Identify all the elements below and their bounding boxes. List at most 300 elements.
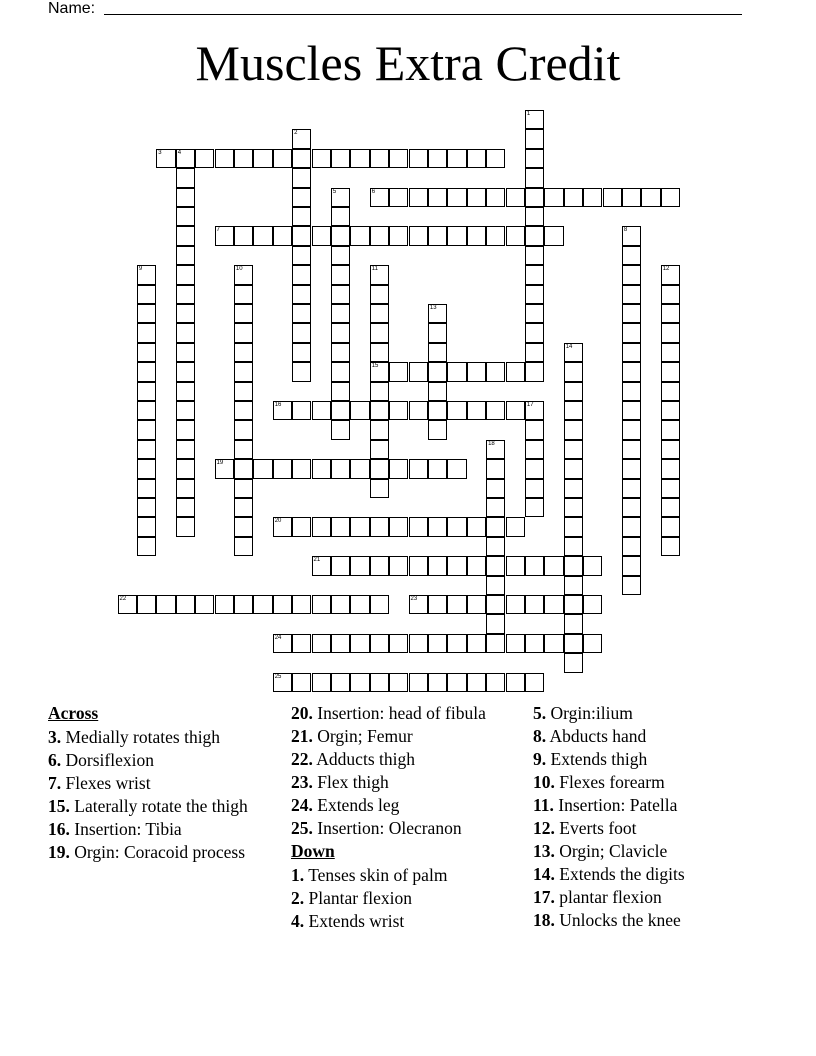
grid-cell[interactable] [447, 556, 466, 575]
grid-cell[interactable] [467, 226, 486, 245]
grid-cell[interactable] [331, 595, 350, 614]
grid-cell[interactable] [564, 343, 583, 362]
grid-cell[interactable] [583, 595, 602, 614]
grid-cell[interactable] [215, 149, 234, 168]
grid-cell[interactable] [486, 537, 505, 556]
grid-cell[interactable] [292, 207, 311, 226]
grid-cell[interactable] [525, 304, 544, 323]
grid-cell[interactable] [370, 343, 389, 362]
grid-cell[interactable] [525, 265, 544, 284]
grid-cell[interactable] [137, 498, 156, 517]
grid-cell[interactable] [389, 634, 408, 653]
grid-cell[interactable] [486, 226, 505, 245]
grid-cell[interactable] [370, 362, 389, 381]
grid-cell[interactable] [137, 479, 156, 498]
grid-cell[interactable] [661, 440, 680, 459]
grid-cell[interactable] [331, 226, 350, 245]
grid-cell[interactable] [544, 226, 563, 245]
grid-cell[interactable] [622, 498, 641, 517]
grid-cell[interactable] [176, 420, 195, 439]
grid-cell[interactable] [292, 517, 311, 536]
grid-cell[interactable] [331, 459, 350, 478]
grid-cell[interactable] [467, 556, 486, 575]
grid-cell[interactable] [622, 420, 641, 439]
grid-cell[interactable] [428, 343, 447, 362]
grid-cell[interactable] [195, 149, 214, 168]
grid-cell[interactable] [370, 556, 389, 575]
grid-cell[interactable] [331, 634, 350, 653]
grid-cell[interactable] [661, 401, 680, 420]
grid-cell[interactable] [176, 459, 195, 478]
grid-cell[interactable] [564, 382, 583, 401]
grid-cell[interactable] [176, 188, 195, 207]
grid-cell[interactable] [525, 595, 544, 614]
grid-cell[interactable] [370, 634, 389, 653]
grid-cell[interactable] [641, 188, 660, 207]
grid-cell[interactable] [176, 479, 195, 498]
grid-cell[interactable] [370, 382, 389, 401]
grid-cell[interactable] [428, 420, 447, 439]
grid-cell[interactable] [370, 149, 389, 168]
grid-cell[interactable] [350, 149, 369, 168]
grid-cell[interactable] [467, 673, 486, 692]
grid-cell[interactable] [331, 362, 350, 381]
grid-cell[interactable] [253, 149, 272, 168]
grid-cell[interactable] [370, 285, 389, 304]
grid-cell[interactable] [370, 440, 389, 459]
grid-cell[interactable] [312, 401, 331, 420]
grid-cell[interactable] [447, 362, 466, 381]
grid-cell[interactable] [292, 343, 311, 362]
grid-cell[interactable] [389, 226, 408, 245]
grid-cell[interactable] [447, 226, 466, 245]
grid-cell[interactable] [486, 517, 505, 536]
grid-cell[interactable] [234, 537, 253, 556]
grid-cell[interactable] [370, 595, 389, 614]
grid-cell[interactable] [331, 556, 350, 575]
grid-cell[interactable] [486, 576, 505, 595]
grid-cell[interactable] [622, 304, 641, 323]
grid-cell[interactable] [292, 634, 311, 653]
grid-cell[interactable] [661, 517, 680, 536]
grid-cell[interactable] [661, 285, 680, 304]
grid-cell[interactable] [292, 188, 311, 207]
grid-cell[interactable] [292, 149, 311, 168]
grid-cell[interactable] [564, 362, 583, 381]
grid-cell[interactable] [428, 673, 447, 692]
grid-cell[interactable] [370, 304, 389, 323]
grid-cell[interactable] [409, 595, 428, 614]
grid-cell[interactable] [447, 188, 466, 207]
grid-cell[interactable] [234, 517, 253, 536]
grid-cell[interactable] [525, 440, 544, 459]
grid-cell[interactable] [331, 517, 350, 536]
grid-cell[interactable] [350, 517, 369, 536]
grid-cell[interactable] [292, 673, 311, 692]
grid-cell[interactable] [622, 226, 641, 245]
grid-cell[interactable] [467, 149, 486, 168]
grid-cell[interactable] [292, 168, 311, 187]
grid-cell[interactable] [661, 188, 680, 207]
grid-cell[interactable] [234, 498, 253, 517]
grid-cell[interactable] [409, 556, 428, 575]
grid-cell[interactable] [176, 362, 195, 381]
grid-cell[interactable] [661, 323, 680, 342]
grid-cell[interactable] [447, 149, 466, 168]
grid-cell[interactable] [409, 401, 428, 420]
grid-cell[interactable] [661, 537, 680, 556]
grid-cell[interactable] [234, 149, 253, 168]
grid-cell[interactable] [350, 401, 369, 420]
grid-cell[interactable] [622, 459, 641, 478]
grid-cell[interactable] [312, 634, 331, 653]
grid-cell[interactable] [176, 149, 195, 168]
grid-cell[interactable] [156, 149, 175, 168]
grid-cell[interactable] [273, 401, 292, 420]
grid-cell[interactable] [389, 556, 408, 575]
grid-cell[interactable] [370, 265, 389, 284]
grid-cell[interactable] [661, 382, 680, 401]
grid-cell[interactable] [603, 188, 622, 207]
grid-cell[interactable] [506, 517, 525, 536]
grid-cell[interactable] [370, 226, 389, 245]
grid-cell[interactable] [506, 634, 525, 653]
grid-cell[interactable] [273, 634, 292, 653]
grid-cell[interactable] [350, 459, 369, 478]
grid-cell[interactable] [350, 556, 369, 575]
grid-cell[interactable] [428, 382, 447, 401]
grid-cell[interactable] [331, 149, 350, 168]
grid-cell[interactable] [525, 343, 544, 362]
grid-cell[interactable] [506, 188, 525, 207]
grid-cell[interactable] [234, 362, 253, 381]
grid-cell[interactable] [583, 634, 602, 653]
grid-cell[interactable] [622, 246, 641, 265]
grid-cell[interactable] [564, 537, 583, 556]
grid-cell[interactable] [467, 188, 486, 207]
grid-cell[interactable] [234, 440, 253, 459]
grid-cell[interactable] [331, 382, 350, 401]
grid-cell[interactable] [176, 304, 195, 323]
grid-cell[interactable] [544, 188, 563, 207]
grid-cell[interactable] [428, 401, 447, 420]
grid-cell[interactable] [622, 537, 641, 556]
grid-cell[interactable] [661, 479, 680, 498]
grid-cell[interactable] [409, 459, 428, 478]
grid-cell[interactable] [661, 498, 680, 517]
grid-cell[interactable] [292, 459, 311, 478]
grid-cell[interactable] [331, 188, 350, 207]
grid-cell[interactable] [525, 498, 544, 517]
grid-cell[interactable] [176, 285, 195, 304]
grid-cell[interactable] [137, 517, 156, 536]
grid-cell[interactable] [506, 595, 525, 614]
grid-cell[interactable] [331, 420, 350, 439]
grid-cell[interactable] [409, 517, 428, 536]
grid-cell[interactable] [525, 129, 544, 148]
grid-cell[interactable] [486, 362, 505, 381]
grid-cell[interactable] [234, 323, 253, 342]
grid-cell[interactable] [428, 226, 447, 245]
grid-cell[interactable] [486, 440, 505, 459]
grid-cell[interactable] [312, 556, 331, 575]
grid-cell[interactable] [564, 634, 583, 653]
grid-cell[interactable] [447, 634, 466, 653]
grid-cell[interactable] [137, 304, 156, 323]
grid-cell[interactable] [156, 595, 175, 614]
grid-cell[interactable] [176, 343, 195, 362]
grid-cell[interactable] [292, 595, 311, 614]
grid-cell[interactable] [273, 595, 292, 614]
grid-cell[interactable] [292, 265, 311, 284]
grid-cell[interactable] [370, 401, 389, 420]
grid-cell[interactable] [137, 401, 156, 420]
grid-cell[interactable] [312, 149, 331, 168]
grid-cell[interactable] [622, 382, 641, 401]
grid-cell[interactable] [564, 420, 583, 439]
grid-cell[interactable] [370, 673, 389, 692]
grid-cell[interactable] [622, 479, 641, 498]
grid-cell[interactable] [331, 401, 350, 420]
grid-cell[interactable] [176, 440, 195, 459]
grid-cell[interactable] [525, 556, 544, 575]
grid-cell[interactable] [389, 362, 408, 381]
grid-cell[interactable] [273, 459, 292, 478]
grid-cell[interactable] [506, 226, 525, 245]
grid-cell[interactable] [525, 634, 544, 653]
grid-cell[interactable] [544, 634, 563, 653]
grid-cell[interactable] [506, 362, 525, 381]
grid-cell[interactable] [447, 595, 466, 614]
grid-cell[interactable] [331, 207, 350, 226]
grid-cell[interactable] [292, 246, 311, 265]
grid-cell[interactable] [622, 401, 641, 420]
grid-cell[interactable] [176, 265, 195, 284]
grid-cell[interactable] [486, 634, 505, 653]
grid-cell[interactable] [661, 459, 680, 478]
grid-cell[interactable] [525, 226, 544, 245]
grid-cell[interactable] [176, 517, 195, 536]
grid-cell[interactable] [428, 362, 447, 381]
grid-cell[interactable] [447, 517, 466, 536]
grid-cell[interactable] [273, 149, 292, 168]
grid-cell[interactable] [622, 188, 641, 207]
grid-cell[interactable] [525, 323, 544, 342]
grid-cell[interactable] [525, 420, 544, 439]
grid-cell[interactable] [622, 323, 641, 342]
grid-cell[interactable] [622, 362, 641, 381]
grid-cell[interactable] [273, 673, 292, 692]
grid-cell[interactable] [428, 304, 447, 323]
grid-cell[interactable] [292, 362, 311, 381]
grid-cell[interactable] [370, 420, 389, 439]
grid-cell[interactable] [409, 226, 428, 245]
grid-cell[interactable] [525, 285, 544, 304]
grid-cell[interactable] [389, 517, 408, 536]
grid-cell[interactable] [253, 226, 272, 245]
grid-cell[interactable] [525, 459, 544, 478]
grid-cell[interactable] [137, 459, 156, 478]
grid-cell[interactable] [389, 673, 408, 692]
grid-cell[interactable] [292, 285, 311, 304]
grid-cell[interactable] [253, 595, 272, 614]
grid-cell[interactable] [389, 149, 408, 168]
grid-cell[interactable] [486, 188, 505, 207]
grid-cell[interactable] [331, 304, 350, 323]
grid-cell[interactable] [467, 362, 486, 381]
grid-cell[interactable] [253, 459, 272, 478]
grid-cell[interactable] [506, 556, 525, 575]
grid-cell[interactable] [564, 459, 583, 478]
grid-cell[interactable] [564, 517, 583, 536]
grid-cell[interactable] [622, 343, 641, 362]
grid-cell[interactable] [195, 595, 214, 614]
grid-cell[interactable] [331, 323, 350, 342]
grid-cell[interactable] [312, 517, 331, 536]
grid-cell[interactable] [486, 459, 505, 478]
grid-cell[interactable] [176, 323, 195, 342]
grid-cell[interactable] [137, 595, 156, 614]
grid-cell[interactable] [622, 285, 641, 304]
grid-cell[interactable] [486, 498, 505, 517]
grid-cell[interactable] [137, 323, 156, 342]
grid-cell[interactable] [292, 226, 311, 245]
grid-cell[interactable] [525, 207, 544, 226]
grid-cell[interactable] [176, 226, 195, 245]
grid-cell[interactable] [467, 595, 486, 614]
grid-cell[interactable] [661, 265, 680, 284]
grid-cell[interactable] [564, 576, 583, 595]
grid-cell[interactable] [564, 653, 583, 672]
grid-cell[interactable] [564, 595, 583, 614]
grid-cell[interactable] [234, 459, 253, 478]
grid-cell[interactable] [176, 168, 195, 187]
grid-cell[interactable] [525, 401, 544, 420]
grid-cell[interactable] [525, 362, 544, 381]
grid-cell[interactable] [137, 265, 156, 284]
grid-cell[interactable] [428, 634, 447, 653]
grid-cell[interactable] [622, 517, 641, 536]
grid-cell[interactable] [467, 634, 486, 653]
grid-cell[interactable] [661, 420, 680, 439]
grid-cell[interactable] [389, 401, 408, 420]
grid-cell[interactable] [273, 517, 292, 536]
grid-cell[interactable] [622, 556, 641, 575]
grid-cell[interactable] [331, 265, 350, 284]
grid-cell[interactable] [506, 673, 525, 692]
grid-cell[interactable] [234, 401, 253, 420]
grid-cell[interactable] [176, 401, 195, 420]
grid-cell[interactable] [234, 382, 253, 401]
grid-cell[interactable] [409, 362, 428, 381]
grid-cell[interactable] [486, 149, 505, 168]
grid-cell[interactable] [583, 556, 602, 575]
grid-cell[interactable] [389, 188, 408, 207]
grid-cell[interactable] [564, 556, 583, 575]
grid-cell[interactable] [428, 556, 447, 575]
grid-cell[interactable] [564, 614, 583, 633]
grid-cell[interactable] [137, 343, 156, 362]
grid-cell[interactable] [370, 323, 389, 342]
grid-cell[interactable] [176, 595, 195, 614]
grid-cell[interactable] [312, 673, 331, 692]
grid-cell[interactable] [292, 304, 311, 323]
grid-cell[interactable] [137, 420, 156, 439]
grid-cell[interactable] [486, 556, 505, 575]
grid-cell[interactable] [622, 440, 641, 459]
grid-cell[interactable] [370, 517, 389, 536]
grid-cell[interactable] [176, 382, 195, 401]
grid-cell[interactable] [234, 420, 253, 439]
grid-cell[interactable] [350, 226, 369, 245]
grid-cell[interactable] [447, 401, 466, 420]
grid-cell[interactable] [583, 188, 602, 207]
grid-cell[interactable] [428, 149, 447, 168]
grid-cell[interactable] [525, 673, 544, 692]
grid-cell[interactable] [486, 401, 505, 420]
grid-cell[interactable] [331, 285, 350, 304]
grid-cell[interactable] [467, 517, 486, 536]
grid-cell[interactable] [428, 517, 447, 536]
grid-cell[interactable] [370, 459, 389, 478]
grid-cell[interactable] [447, 459, 466, 478]
grid-cell[interactable] [350, 673, 369, 692]
grid-cell[interactable] [273, 226, 292, 245]
grid-cell[interactable] [234, 304, 253, 323]
grid-cell[interactable] [428, 323, 447, 342]
grid-cell[interactable] [234, 343, 253, 362]
grid-cell[interactable] [428, 595, 447, 614]
grid-cell[interactable] [564, 498, 583, 517]
grid-cell[interactable] [564, 188, 583, 207]
grid-cell[interactable] [312, 459, 331, 478]
grid-cell[interactable] [234, 479, 253, 498]
grid-cell[interactable] [661, 343, 680, 362]
grid-cell[interactable] [409, 673, 428, 692]
grid-cell[interactable] [409, 188, 428, 207]
grid-cell[interactable] [409, 149, 428, 168]
grid-cell[interactable] [234, 285, 253, 304]
grid-cell[interactable] [176, 207, 195, 226]
grid-cell[interactable] [215, 226, 234, 245]
grid-cell[interactable] [234, 595, 253, 614]
grid-cell[interactable] [370, 479, 389, 498]
grid-cell[interactable] [118, 595, 137, 614]
grid-cell[interactable] [137, 440, 156, 459]
grid-cell[interactable] [137, 382, 156, 401]
grid-cell[interactable] [564, 440, 583, 459]
grid-cell[interactable] [564, 401, 583, 420]
grid-cell[interactable] [622, 576, 641, 595]
grid-cell[interactable] [331, 246, 350, 265]
grid-cell[interactable] [525, 246, 544, 265]
grid-cell[interactable] [137, 362, 156, 381]
grid-cell[interactable] [447, 673, 466, 692]
grid-cell[interactable] [331, 673, 350, 692]
grid-cell[interactable] [215, 595, 234, 614]
grid-cell[interactable] [137, 285, 156, 304]
grid-cell[interactable] [292, 323, 311, 342]
grid-cell[interactable] [350, 634, 369, 653]
grid-cell[interactable] [544, 595, 563, 614]
grid-cell[interactable] [428, 188, 447, 207]
grid-cell[interactable] [350, 595, 369, 614]
grid-cell[interactable] [525, 188, 544, 207]
grid-cell[interactable] [544, 556, 563, 575]
grid-cell[interactable] [486, 479, 505, 498]
grid-cell[interactable] [312, 226, 331, 245]
grid-cell[interactable] [486, 614, 505, 633]
